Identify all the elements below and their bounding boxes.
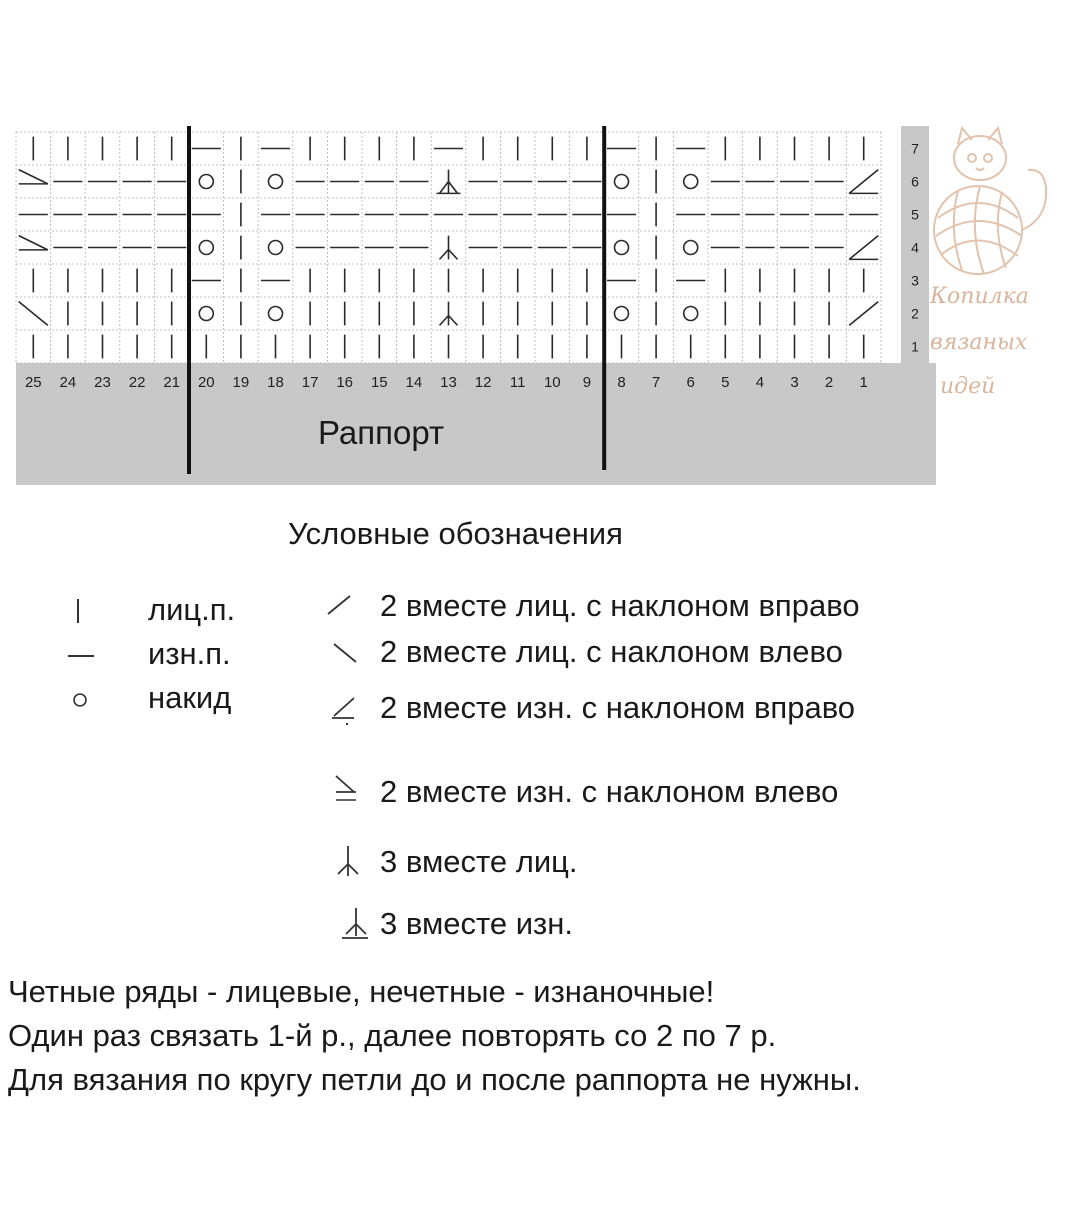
note-line-2: Один раз связать 1-й р., далее повторять со 2 по 7 р. xyxy=(8,1018,777,1053)
legend-item-k2tog-left xyxy=(320,630,1020,674)
legend-title: Условные обозначения xyxy=(288,516,623,551)
legend-label-p3tog: 3 вместе изн. xyxy=(380,906,573,941)
legend-label-knit: лиц.п. xyxy=(148,592,236,627)
pattern-notes xyxy=(8,970,1072,1102)
rapport-label: Раппорт xyxy=(318,414,445,451)
legend-item-purl xyxy=(60,634,320,674)
p2tog-right-icon xyxy=(320,686,376,730)
note-line-1: Четные ряды - лицевые, нечетные - изнаночные! xyxy=(8,974,715,1009)
column-number: 10 xyxy=(543,374,561,391)
watermark-line-3: идей xyxy=(940,374,996,399)
legend-item-p2tog-left xyxy=(320,770,1020,814)
legend-item-yarn-over xyxy=(60,678,320,718)
k3tog-leg xyxy=(440,316,449,326)
column-number: 5 xyxy=(721,374,730,391)
column-number: 16 xyxy=(336,374,354,391)
column-number: 14 xyxy=(405,374,423,391)
yarn-over xyxy=(684,241,698,255)
yarn-over xyxy=(684,175,698,189)
row-number: 3 xyxy=(911,272,919,289)
legend-item-k2tog-right xyxy=(320,584,1020,628)
yarn-over xyxy=(269,175,283,189)
legend-label-yarn-over: накид xyxy=(148,680,232,715)
column-number: 24 xyxy=(59,374,77,391)
legend-decrease-symbols xyxy=(320,584,1020,954)
purl-stitch-icon xyxy=(60,634,100,674)
p2tog-right xyxy=(849,236,878,260)
row-number: 4 xyxy=(911,239,919,256)
legend-label-p2tog-left: 2 вместе изн. с наклоном влево xyxy=(380,774,839,809)
yarn-over-icon xyxy=(60,678,100,718)
column-number: 11 xyxy=(509,374,526,391)
k2tog-right xyxy=(849,302,878,326)
k3tog-leg xyxy=(449,250,458,260)
column-number: 7 xyxy=(651,374,661,391)
legend-label-k2tog-left: 2 вместе лиц. с наклоном влево xyxy=(380,634,843,669)
legend-item-p2tog-right xyxy=(320,686,1020,730)
yarn-over xyxy=(199,175,213,189)
column-number: 6 xyxy=(686,374,695,391)
yarn-over xyxy=(269,307,283,321)
legend-item-k3tog xyxy=(320,840,1020,884)
column-number: 18 xyxy=(267,374,284,391)
yarn-over xyxy=(269,241,283,255)
yarn-over xyxy=(199,241,213,255)
p3tog-leg xyxy=(440,182,449,194)
column-number: 19 xyxy=(232,374,250,391)
yarn-over xyxy=(615,175,629,189)
column-number: 2 xyxy=(824,374,834,391)
column-number: 22 xyxy=(128,374,146,391)
column-number: 20 xyxy=(197,374,215,391)
legend-item-p3tog xyxy=(320,902,1020,946)
column-number: 23 xyxy=(94,374,111,391)
legend-label-p2tog-right: 2 вместе изн. с наклоном вправо xyxy=(380,690,856,725)
knit-stitch-icon xyxy=(60,590,100,630)
legend-label-purl: изн.п. xyxy=(148,636,231,671)
watermark-logo xyxy=(918,118,1068,408)
row-number: 2 xyxy=(911,305,919,322)
k3tog-leg xyxy=(449,316,458,326)
column-number: 15 xyxy=(370,374,388,391)
legend-item-knit xyxy=(60,590,320,630)
column-number: 12 xyxy=(474,374,492,391)
k2tog-left xyxy=(19,302,48,326)
column-number: 13 xyxy=(440,374,457,391)
p2tog-left xyxy=(19,236,48,250)
p2tog-left-icon xyxy=(320,770,376,814)
yarn-over xyxy=(615,307,629,321)
k2tog-left-icon xyxy=(320,630,376,674)
k3tog-icon xyxy=(320,840,376,884)
p3tog-icon xyxy=(320,902,376,946)
column-number: 3 xyxy=(790,374,799,391)
column-number: 8 xyxy=(617,374,626,391)
column-number: 1 xyxy=(859,374,868,391)
column-number: 25 xyxy=(24,374,42,391)
k3tog-leg xyxy=(440,250,449,260)
column-number: 9 xyxy=(582,374,592,391)
yarn-over xyxy=(615,241,629,255)
row-number: 1 xyxy=(911,338,919,355)
p2tog-right xyxy=(849,170,878,194)
row-number: 6 xyxy=(911,173,919,190)
yarn-over xyxy=(684,307,698,321)
note-line-3: Для вязания по кругу петли до и после раппорта не нужны. xyxy=(8,1062,861,1097)
legend-label-k2tog-right: 2 вместе лиц. с наклоном вправо xyxy=(380,588,860,623)
knitting-chart xyxy=(0,0,1080,500)
row-number: 5 xyxy=(911,206,919,223)
row-number: 7 xyxy=(911,140,919,157)
column-number: 4 xyxy=(755,374,765,391)
column-number: 17 xyxy=(301,374,319,391)
watermark-line-1: Копилка xyxy=(930,284,1029,309)
k2tog-right-icon xyxy=(320,584,376,628)
legend-label-k3tog: 3 вместе лиц. xyxy=(380,844,578,879)
p3tog-leg xyxy=(449,182,458,194)
yarn-over xyxy=(199,307,213,321)
column-number: 21 xyxy=(163,374,181,391)
p2tog-left xyxy=(19,170,48,184)
watermark-line-2: вязаных xyxy=(930,330,1028,355)
